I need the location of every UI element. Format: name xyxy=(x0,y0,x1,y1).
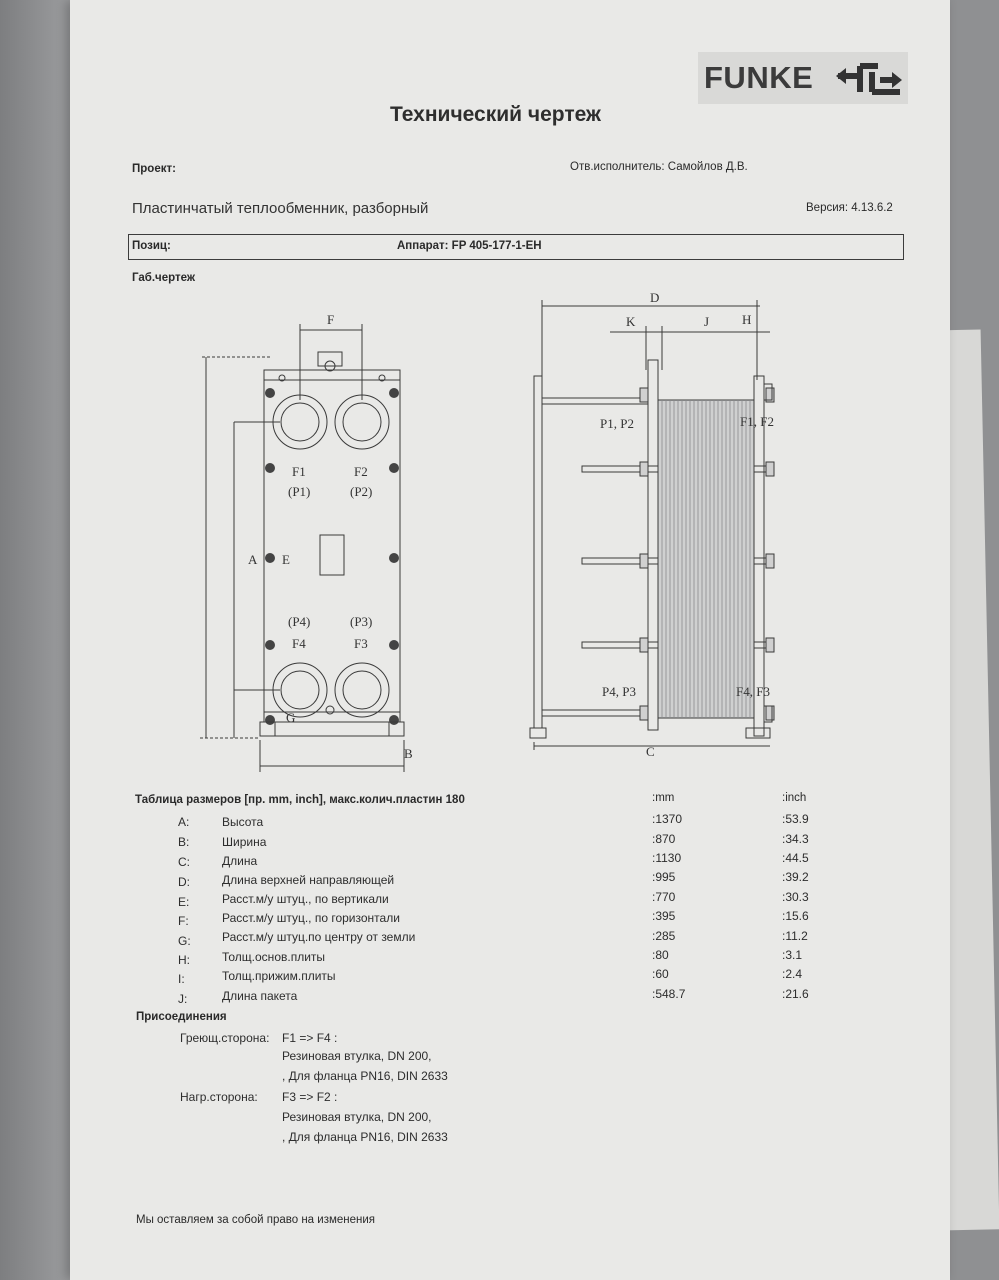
heated-side-route: F3 => F2 : xyxy=(282,1090,338,1104)
dim-label-e: E xyxy=(282,552,290,567)
apparatus-label: Аппарат: FP 405-177-1-EH xyxy=(397,240,542,252)
table-row-name: Длина верхней направляющей xyxy=(222,873,395,887)
dim-label-g: G xyxy=(286,710,296,725)
label-f1: F1 xyxy=(292,464,306,479)
table-row-mm: :80 xyxy=(652,948,669,962)
side-view xyxy=(530,290,774,759)
heating-side-line2: , Для фланца PN16, DIN 2633 xyxy=(282,1069,448,1083)
dim-label-d: D xyxy=(650,290,660,305)
responsible-person: Отв.исполнитель: Самойлов Д.В. xyxy=(570,161,748,173)
product-name: Пластинчатый теплообменник, разборный xyxy=(132,200,429,217)
table-row-name: Толщ.прижим.плиты xyxy=(222,969,336,983)
heating-side-line1: Резиновая втулка, DN 200, xyxy=(282,1049,432,1063)
dim-label-h: H xyxy=(742,312,752,327)
heated-side-label: Нагр.сторона: xyxy=(180,1090,258,1104)
table-row-name: Толщ.основ.плиты xyxy=(222,950,326,964)
label-p1-p2: P1, P2 xyxy=(600,416,634,431)
table-col-inch: :inch xyxy=(782,792,807,804)
table-row-name: Расст.м/у штуц.по центру от земли xyxy=(222,930,416,944)
document-page xyxy=(70,0,950,1280)
label-p4: (P4) xyxy=(288,614,311,629)
logo-text: FUNKE xyxy=(704,60,814,95)
table-row: I: xyxy=(178,972,185,986)
funke-logo xyxy=(698,52,908,104)
table-row: G: xyxy=(178,934,191,948)
funke-logo-icon xyxy=(834,58,906,100)
project-label: Проект: xyxy=(132,163,176,175)
background-left xyxy=(0,0,70,1280)
table-col-mm: :mm xyxy=(652,792,675,804)
dim-label-k: K xyxy=(626,314,636,329)
dim-label-a: A xyxy=(248,552,258,567)
table-row-name: Расст.м/у штуц., по горизонтали xyxy=(222,911,400,925)
table-row-name: Высота xyxy=(222,815,264,829)
heating-side-route: F1 => F4 : xyxy=(282,1031,338,1045)
table-row-inch: :2.4 xyxy=(782,967,803,981)
dim-label-c: C xyxy=(646,744,655,759)
label-f4: F4 xyxy=(292,636,306,651)
label-p2: (P2) xyxy=(350,484,373,499)
heated-side-line2: , Для фланца PN16, DIN 2633 xyxy=(282,1130,448,1144)
label-f2: F2 xyxy=(354,464,368,479)
table-row-mm: :870 xyxy=(652,832,676,846)
front-view xyxy=(200,312,413,772)
table-row-mm: :770 xyxy=(652,890,676,904)
table-row: A: xyxy=(178,815,190,829)
table-row-inch: :11.2 xyxy=(782,929,808,943)
table-row-mm: :60 xyxy=(652,967,669,981)
table-row-name: Длина xyxy=(222,854,258,868)
version-label: Версия: 4.13.6.2 xyxy=(806,202,893,214)
table-title: Таблица размеров [пр. mm, inch], макс.колич.пластин 180 xyxy=(135,794,465,806)
table-row: F: xyxy=(178,914,189,928)
table-row-mm: :1370 xyxy=(652,812,683,826)
table-row-inch: :21.6 xyxy=(782,987,809,1001)
table-row: E: xyxy=(178,895,190,909)
technical-drawing xyxy=(170,280,774,780)
table-row-name: Ширина xyxy=(222,835,267,849)
table-row-inch: :53.9 xyxy=(782,812,809,826)
label-f1-f2: F1, F2 xyxy=(740,414,774,429)
table-row-mm: :548.7 xyxy=(652,987,686,1001)
footer-note: Мы оставляем за собой право на изменения xyxy=(136,1214,376,1226)
table-row-inch: :30.3 xyxy=(782,890,809,904)
table-row: B: xyxy=(178,835,190,849)
heating-side-label: Греющ.сторона: xyxy=(180,1031,270,1045)
table-row-inch: :3.1 xyxy=(782,948,803,962)
label-p1: (P1) xyxy=(288,484,311,499)
label-f3: F3 xyxy=(354,636,368,651)
table-row: C: xyxy=(178,855,190,869)
heated-side-line1: Резиновая втулка, DN 200, xyxy=(282,1110,432,1124)
table-row-mm: :285 xyxy=(652,929,676,943)
label-f4-f3: F4, F3 xyxy=(736,684,770,699)
position-box xyxy=(128,234,904,260)
dim-label-b: B xyxy=(404,746,413,761)
dim-label-j: J xyxy=(704,314,710,329)
table-row-inch: :34.3 xyxy=(782,832,809,846)
label-p3: (P3) xyxy=(350,614,373,629)
document-title: Технический чертеж xyxy=(390,103,601,126)
dim-label-f: F xyxy=(327,312,335,327)
table-row: H: xyxy=(178,953,190,967)
drawing-section-label: Габ.чертеж xyxy=(132,272,196,284)
table-row-inch: :44.5 xyxy=(782,851,809,865)
table-row-name: Длина пакета xyxy=(222,989,298,1003)
table-row-mm: :1130 xyxy=(652,851,682,865)
table-row-inch: :15.6 xyxy=(782,909,809,923)
table-row-name: Расст.м/у штуц., по вертикали xyxy=(222,892,389,906)
table-row: J: xyxy=(178,992,188,1006)
position-label: Позиц: xyxy=(132,240,171,252)
table-row: D: xyxy=(178,875,190,889)
table-row-inch: :39.2 xyxy=(782,870,809,884)
connections-title: Присоединения xyxy=(136,1011,227,1023)
table-row-mm: :395 xyxy=(652,909,676,923)
label-p4-p3: P4, P3 xyxy=(602,684,636,699)
table-row-mm: :995 xyxy=(652,870,676,884)
